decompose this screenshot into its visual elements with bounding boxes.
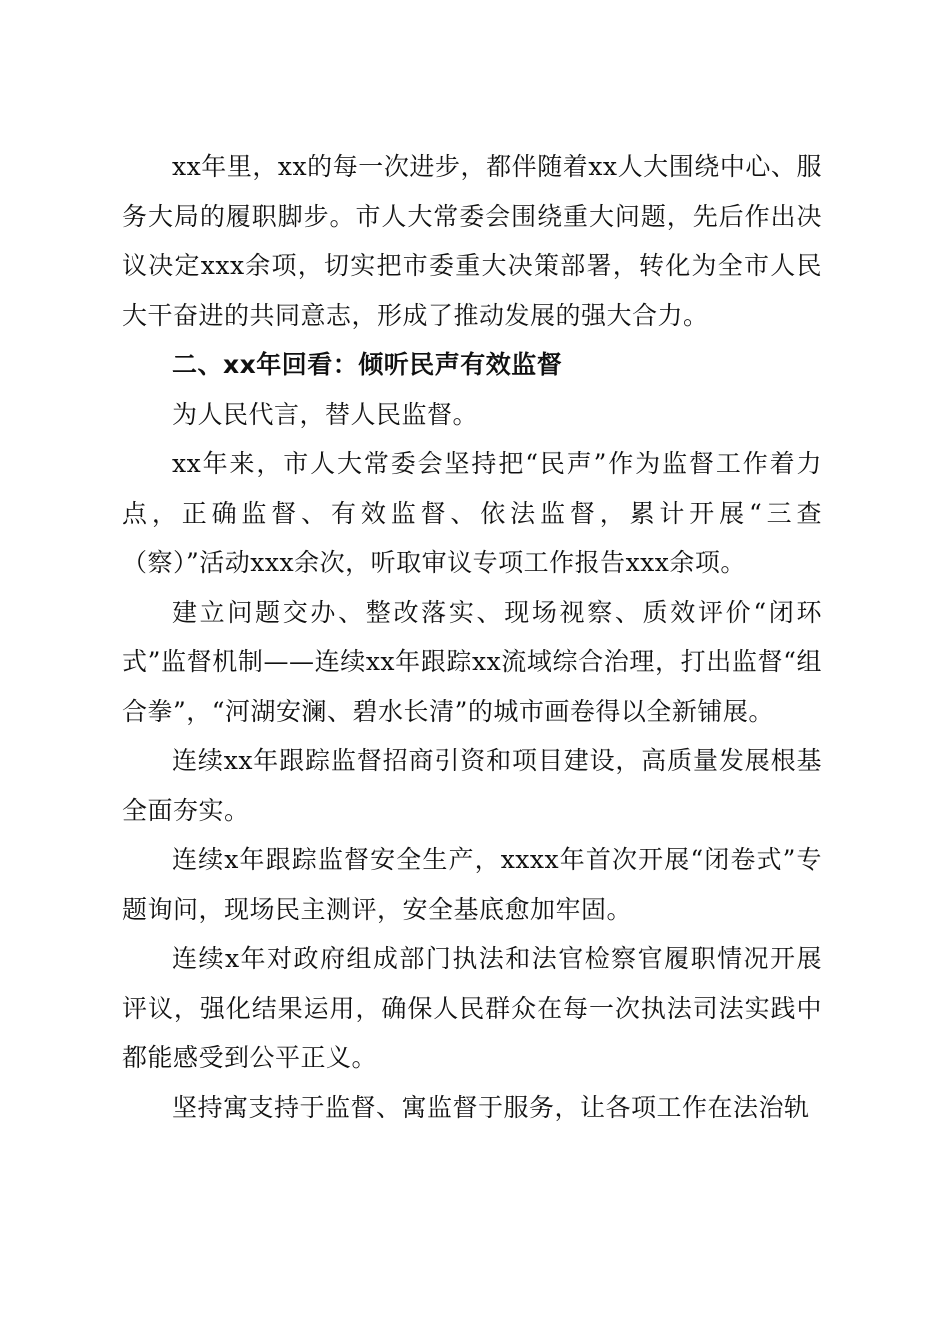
- paragraph-safety-supervision: 连续x年跟踪监督安全生产，xxxx年首次开展“闭卷式”专题询问，现场民主测评，安全基底愈加牢固。: [122, 845, 822, 924]
- section-heading: 二、xx年回看：倾听民声有效监督: [172, 350, 563, 379]
- paragraph-law-enforcement-review: 连续x年对政府组成部门执法和法官检察官履职情况开展评议，强化结果运用，确保人民群众在每一次执法司法实践中都能感受到公平正义。: [122, 944, 822, 1072]
- paragraph-investment-supervision: 连续xx年跟踪监督招商引资和项目建设，高质量发展根基全面夯实。: [122, 746, 822, 825]
- paragraph-slogan: 为人民代言，替人民监督。: [172, 399, 479, 429]
- paragraph-supervision-summary: xx年来，市人大常委会坚持把“民声”作为监督工作着力点，正确监督、有效监督、依法监督，累计开展“三查（察）”活动xxx余次，听取审议专项工作报告xxx余项。: [122, 449, 822, 577]
- paragraph-closed-loop-mechanism: 建立问题交办、整改落实、现场视察、质效评价“闭环式”监督机制——连续xx年跟踪xx流域综合治理，打出监督“组合拳”，“河湖安澜、碧水长清”的城市画卷得以全新铺展。: [122, 597, 822, 726]
- document-body: [122, 142, 822, 1132]
- paragraph-performance-record: xx年里，xx的每一次进步，都伴随着xx人大围绕中心、服务大局的履职脚步。市人大常委会围绕重大问题，先后作出决议决定xxx余项，切实把市委重大决策部署，转化为全市人民大干奋进的共同意志，形成了推动发展的强大合力。: [122, 152, 822, 330]
- paragraph-support-and-service: 坚持寓支持于监督、寓监督于服务，让各项工作在法治轨: [172, 1092, 810, 1122]
